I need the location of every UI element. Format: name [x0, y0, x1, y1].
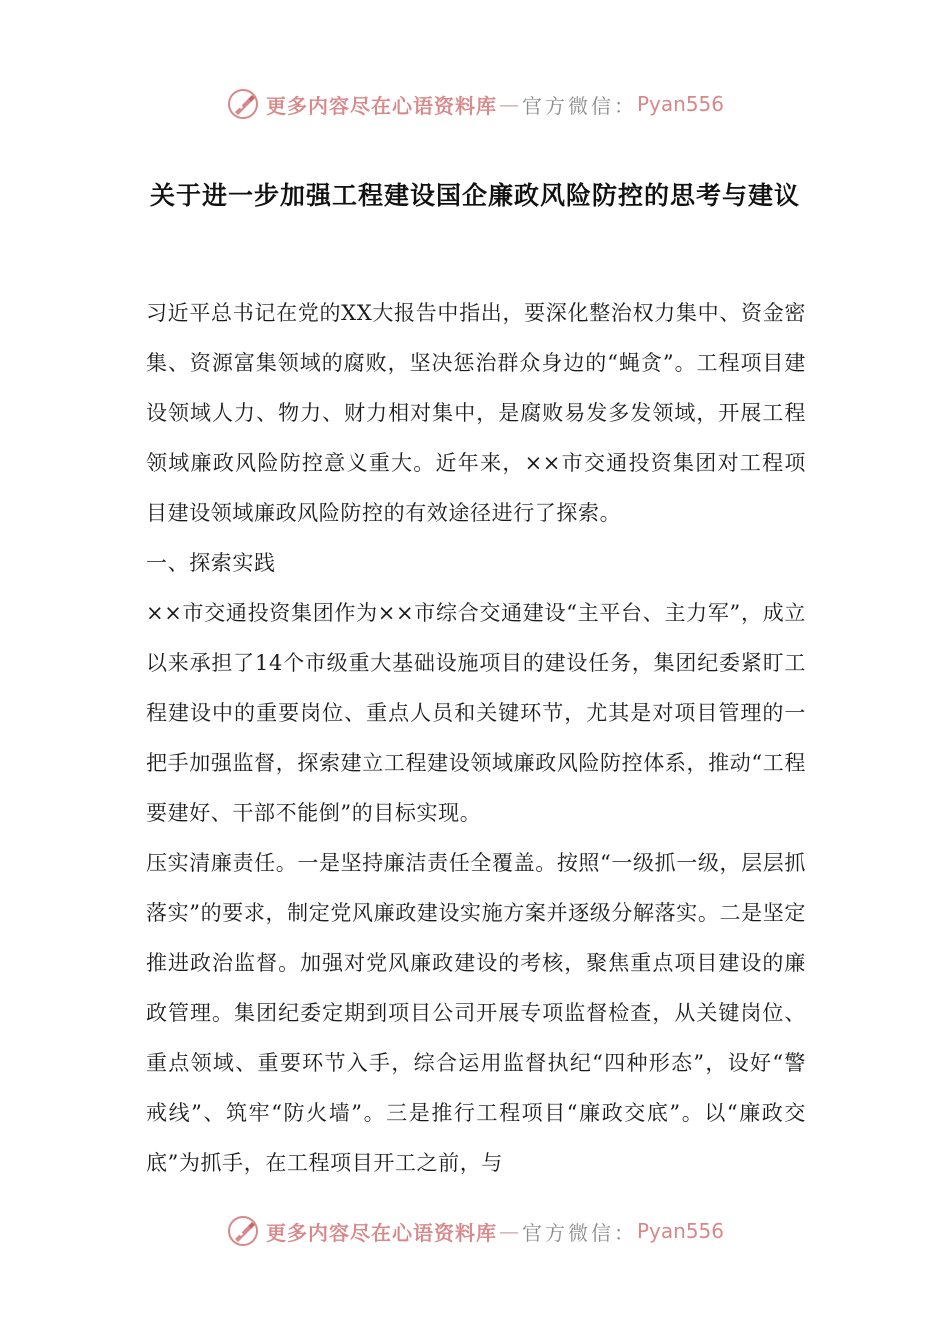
document-title: 关于进一步加强工程建设国企廉政风险防控的思考与建议 [149, 181, 800, 210]
watermark-dash: — [498, 1219, 520, 1243]
pen-nib-logo-icon [226, 1214, 260, 1248]
watermark-dash: — [498, 92, 520, 116]
watermark-header [0, 84, 950, 124]
watermark-brand: 更多内容尽在心语资料库 [265, 93, 497, 118]
section-heading: 一、探索实践 [146, 551, 276, 575]
watermark-official-label: 官方微信： [521, 1220, 637, 1245]
watermark-official-label: 官方微信： [521, 93, 637, 118]
watermark-footer [0, 1211, 950, 1251]
pen-nib-logo-icon [226, 87, 260, 121]
paragraph-responsibility: 压实清廉责任。一是坚持廉洁责任全覆盖。按照“一级抓一级，层层抓落实”的要求，制定党风廉政建设实施方案并逐级分解落实。二是坚定推进政治监督。加强对党风廉政建设的考核，聚焦重点项目建设的廉政管理。集团纪委定期到项目公司开展专项监督检查，从关键岗位、重点领域、重要环节入手，综合运用监督执纪“四种形态”，设好“警戒线”、筑牢“防火墙”。三是推行工程项目“廉政交底”。以“廉政交底”为抓手，在工程项目开工之前，与 [146, 851, 806, 1175]
watermark-brand: 更多内容尽在心语资料库 [265, 1220, 497, 1245]
watermark-wechat-id: Pyan556 [636, 92, 724, 116]
paragraph-practice: ××市交通投资集团作为××市综合交通建设“主平台、主力军”，成立以来承担了14个市级重大基础设施项目的建设任务，集团纪委紧盯工程建设中的重要岗位、重点人员和关键环节，尤其是对项目管理的一把手加强监督，探索建立工程建设领域廉政风险防控体系，推动“工程要建好、干部不能倒”的目标实现。 [146, 601, 806, 825]
document-body [146, 288, 806, 1188]
paragraph-intro: 习近平总书记在党的XX大报告中指出，要深化整治权力集中、资金密集、资源富集领域的腐败，坚决惩治群众身边的“蝇贪”。工程项目建设领域人力、物力、财力相对集中，是腐败易发多发领域，开展工程领域廉政风险防控意义重大。近年来，××市交通投资集团对工程项目建设领域廉政风险防控的有效途径进行了探索。 [146, 301, 806, 525]
watermark-wechat-id: Pyan556 [636, 1219, 724, 1243]
